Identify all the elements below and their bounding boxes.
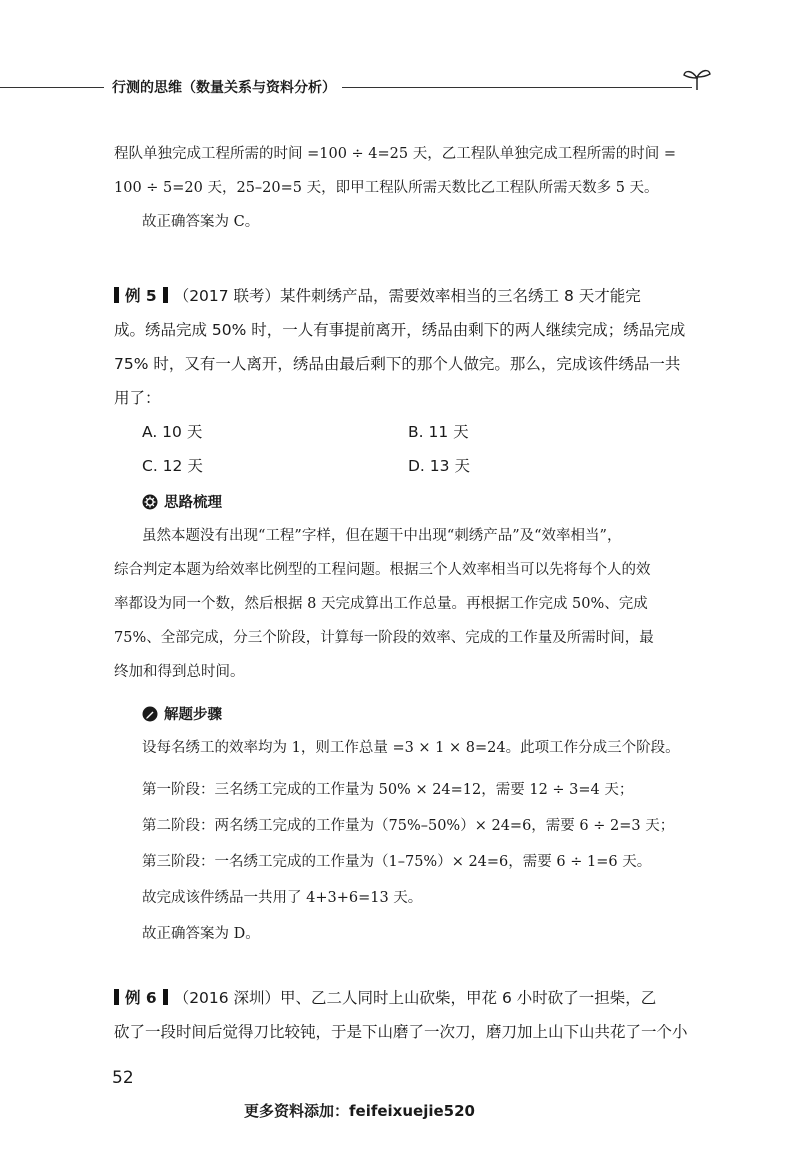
solution-line-5: 故完成该件绣品一共用了 4+3+6=13 天。 — [142, 890, 423, 906]
example5-line-3: 75% 时，又有一人离开，绣品由最后剩下的那个人做完。那么，完成该件绣品一共 — [114, 355, 681, 373]
example6-line-1 — [114, 988, 714, 1008]
option-d: D. 13 天 — [408, 457, 470, 475]
solution-answer: 故正确答案为 D。 — [142, 926, 260, 942]
bracket-right-bar — [163, 989, 168, 1005]
solution-line-1: 设每名绣工的效率均为 1，则工作总量 =3 × 1 × 8=24。此项工作分成三个阶段。 — [142, 740, 680, 756]
example5-line-1 — [114, 286, 714, 306]
thinking-section-heading — [142, 492, 222, 512]
header-rule-left — [0, 87, 104, 88]
thinking-line-2: 综合判定本题为给效率比例型的工程问题。根据三个人效率相当可以先将每个人的效 — [114, 562, 651, 578]
intro-answer: 故正确答案为 C。 — [142, 214, 260, 230]
option-a: A. 10 天 — [142, 423, 203, 441]
gear-icon — [142, 494, 158, 510]
header-title: 行测的思维（数量关系与资料分析） — [112, 80, 336, 96]
example6-tag: 例 6 — [125, 989, 157, 1007]
thinking-line-5: 终加和得到总时间。 — [114, 664, 245, 680]
example6-stem-1: （2016 深圳）甲、乙二人同时上山砍柴，甲花 6 小时砍了一担柴，乙 — [173, 989, 657, 1007]
sprout-icon — [680, 66, 714, 92]
example5-line-2: 成。绣品完成 50% 时，一人有事提前离开，绣品由剩下的两人继续完成；绣品完成 — [114, 321, 686, 339]
thinking-line-3: 率都设为同一个数，然后根据 8 天完成算出工作总量。再根据工作完成 50%、完成 — [114, 596, 648, 612]
example5-line-4: 用了： — [114, 389, 161, 407]
footer-note: 更多资料添加：feifeixuejie520 — [244, 1102, 475, 1120]
bracket-right-bar — [163, 287, 168, 303]
intro-line-2: 100 ÷ 5=20 天，25–20=5 天，即甲工程队所需天数比乙工程队所需天数多 5 天。 — [114, 180, 659, 196]
example5-tag: 例 5 — [125, 287, 157, 305]
intro-line-1: 程队单独完成工程所需的时间 =100 ÷ 4=25 天，乙工程队单独完成工程所需的时间 = — [114, 146, 676, 162]
page-number: 52 — [112, 1068, 134, 1088]
solution-section-heading — [142, 704, 222, 724]
solution-line-2: 第一阶段：三名绣工完成的工作量为 50% × 24=12，需要 12 ÷ 3=4 天； — [142, 782, 634, 798]
solution-line-3: 第二阶段：两名绣工完成的工作量为（75%–50%）× 24=6，需要 6 ÷ 2=3 天； — [142, 818, 675, 834]
page-header — [0, 66, 800, 106]
thinking-line-1: 虽然本题没有出现“工程”字样，但在题干中出现“刺绣产品”及“效率相当”， — [142, 528, 622, 544]
example5-stem-1: （2017 联考）某件刺绣产品，需要效率相当的三名绣工 8 天才能完 — [173, 287, 641, 305]
option-c: C. 12 天 — [142, 457, 203, 475]
thinking-label: 思路梳理 — [164, 495, 222, 511]
option-b: B. 11 天 — [408, 423, 469, 441]
bracket-left-bar — [114, 287, 119, 303]
solution-line-4: 第三阶段：一名绣工完成的工作量为（1–75%）× 24=6，需要 6 ÷ 1=6 天。 — [142, 854, 652, 870]
example6-line-2: 砍了一段时间后觉得刀比较钝，于是下山磨了一次刀，磨刀加上山下山共花了一个小 — [114, 1023, 688, 1041]
solution-label: 解题步骤 — [164, 707, 222, 723]
pen-icon — [142, 706, 158, 722]
bracket-left-bar — [114, 989, 119, 1005]
header-rule-right — [342, 87, 692, 88]
thinking-line-4: 75%、全部完成，分三个阶段，计算每一阶段的效率、完成的工作量及所需时间，最 — [114, 630, 654, 646]
